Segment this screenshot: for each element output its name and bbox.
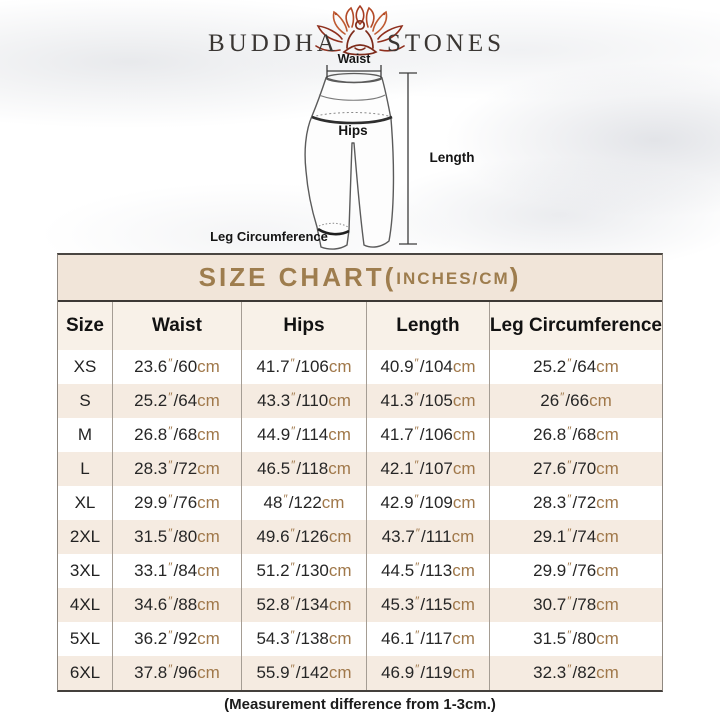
size-cell: XS — [73, 357, 97, 376]
brand-text-buddha: BUDDHA — [208, 30, 339, 57]
table-row — [58, 520, 662, 554]
leg-circumference-cell: 29.1 ″ /74 cm — [489, 520, 662, 554]
title-main-text: SIZE CHART( — [198, 262, 397, 292]
table-row — [58, 486, 662, 520]
length-cell: 41.3 ″ /105 cm — [366, 384, 489, 418]
column-header-size: Size — [65, 315, 104, 336]
size-cell: XL — [74, 493, 96, 512]
hips-cell: 55.9 ″ /142 cm — [241, 656, 366, 690]
leg-circumference-cell: 25.2 ″ /64 cm — [489, 350, 662, 384]
table-row — [58, 384, 662, 418]
table-row — [58, 350, 662, 384]
table-body — [58, 350, 662, 690]
length-cell: 40.9 ″ /104 cm — [366, 350, 489, 384]
length-cell: 44.5 ″ /113 cm — [366, 554, 489, 588]
measurement-tolerance-note: (Measurement difference from 1-3cm.) — [224, 696, 496, 713]
title-units-text: INCHES/CM — [396, 268, 510, 288]
table-row — [58, 452, 662, 486]
leg-circumference-cell: 26 ″ /66 cm — [489, 384, 662, 418]
table-row — [58, 588, 662, 622]
length-cell: 46.9 ″ /119 cm — [366, 656, 489, 690]
waist-label: Waist — [337, 52, 371, 66]
column-header-hips: Hips — [241, 302, 366, 350]
hips-cell: 49.6 ″ /126 cm — [241, 520, 366, 554]
measurement-diagram — [0, 0, 720, 260]
waist-cell: 25.2 ″ /64 cm — [112, 384, 241, 418]
waist-cell: 37.8 ″ /96 cm — [112, 656, 241, 690]
hips-label: Hips — [338, 123, 368, 138]
length-cell: 42.9 ″ /109 cm — [366, 486, 489, 520]
pants-outline-drawing — [305, 74, 393, 250]
column-header-waist: Waist — [112, 302, 241, 350]
leg-circumference-cell: 32.3 ″ /82 cm — [489, 656, 662, 690]
waist-cell: 26.8 ″ /68 cm — [112, 418, 241, 452]
hips-cell: 52.8 ″ /134 cm — [241, 588, 366, 622]
waist-cell: 29.9 ″ /76 cm — [112, 486, 241, 520]
length-cell: 41.7 ″ /106 cm — [366, 418, 489, 452]
table-row — [58, 554, 662, 588]
hips-cell: 51.2 ″ /130 cm — [241, 554, 366, 588]
leg-circumference-cell: 30.7 ″ /78 cm — [489, 588, 662, 622]
size-cell: 2XL — [69, 527, 101, 546]
table-row — [58, 418, 662, 452]
leg-circumference-cell: 31.5 ″ /80 cm — [489, 622, 662, 656]
length-cell: 45.3 ″ /115 cm — [366, 588, 489, 622]
waist-cell: 33.1 ″ /84 cm — [112, 554, 241, 588]
leg-circumference-cell: 29.9 ″ /76 cm — [489, 554, 662, 588]
column-header-length: Length — [366, 302, 489, 350]
hips-cell: 44.9 ″ /114 cm — [241, 418, 366, 452]
size-cell: L — [80, 459, 90, 478]
waist-cell: 23.6 ″ /60 cm — [112, 350, 241, 384]
column-header-leg-circumference: Leg Circumference — [489, 302, 662, 350]
size-chart-title — [58, 255, 662, 302]
size-cell: S — [79, 391, 91, 410]
waist-cell: 28.3 ″ /72 cm — [112, 452, 241, 486]
title-close-paren: ) — [509, 262, 522, 292]
hips-cell: 54.3 ″ /138 cm — [241, 622, 366, 656]
table-row — [58, 656, 662, 690]
leg-circumference-cell: 27.6 ″ /70 cm — [489, 452, 662, 486]
size-chart-table — [57, 253, 663, 692]
leg-circumference-label: Leg Circumference — [210, 229, 328, 244]
table-header-row — [58, 302, 662, 350]
hips-cell: 41.7 ″ /106 cm — [241, 350, 366, 384]
length-label: Length — [429, 150, 475, 165]
table-row — [58, 622, 662, 656]
hips-cell: 48 ″ /122 cm — [241, 486, 366, 520]
length-cell: 46.1 ″ /117 cm — [366, 622, 489, 656]
waist-cell: 31.5 ″ /80 cm — [112, 520, 241, 554]
hips-cell: 46.5 ″ /118 cm — [241, 452, 366, 486]
size-cell: 5XL — [69, 629, 101, 648]
brand-text-stones: STONES — [386, 30, 505, 57]
size-cell: 3XL — [69, 561, 101, 580]
hips-cell: 43.3 ″ /110 cm — [241, 384, 366, 418]
size-cell: 4XL — [69, 595, 101, 614]
length-cell: 42.1 ″ /107 cm — [366, 452, 489, 486]
leg-circumference-cell: 26.8 ″ /68 cm — [489, 418, 662, 452]
size-cell: 6XL — [69, 663, 101, 682]
waist-cell: 34.6 ″ /88 cm — [112, 588, 241, 622]
leg-circumference-cell: 28.3 ″ /72 cm — [489, 486, 662, 520]
waist-cell: 36.2 ″ /92 cm — [112, 622, 241, 656]
size-cell: M — [77, 425, 93, 444]
length-cell: 43.7 ″ /111 cm — [366, 520, 489, 554]
